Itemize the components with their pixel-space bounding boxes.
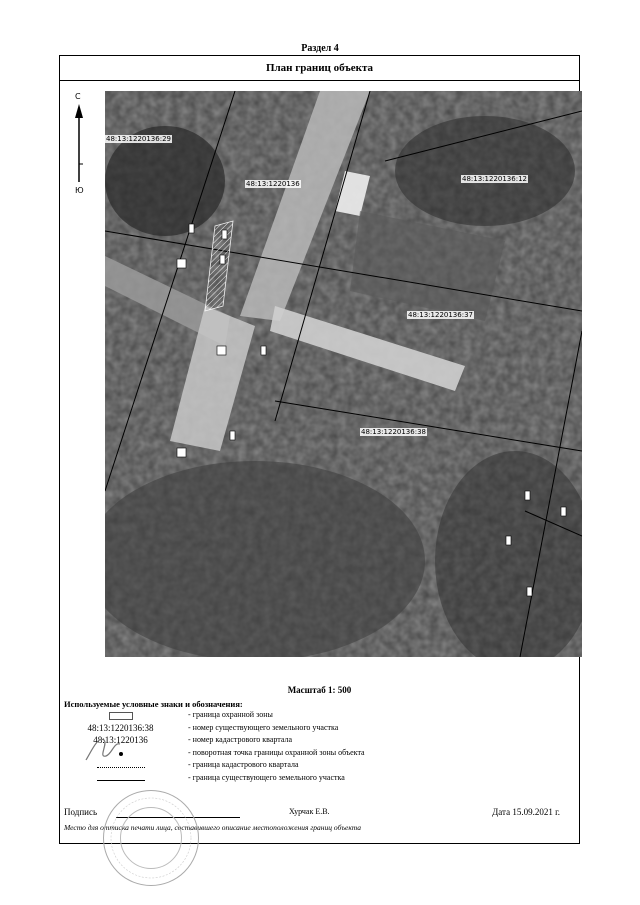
north-arrow-icon — [73, 92, 89, 202]
legend-item — [64, 710, 464, 723]
solid-line-icon — [97, 780, 145, 781]
compass-north-label: С — [75, 92, 81, 101]
stamp-note: Место для оттиска печати лица, составившего описание местоположения границ объекта — [64, 823, 362, 832]
official-stamp-icon — [103, 790, 199, 886]
legend-title: Используемые условные знаки и обозначения: — [64, 699, 243, 709]
signature-label: Подпись — [64, 807, 98, 817]
section-title: Раздел 4 — [301, 43, 339, 54]
legend-desc: - граница кадастрового квартала — [188, 760, 299, 769]
legend-item — [64, 760, 464, 773]
legend-symbol: 48:13:1220136:38 — [87, 722, 154, 733]
satellite-map — [105, 91, 582, 657]
legend-item — [64, 748, 464, 761]
signer-name: Хурчак Е.В. — [289, 807, 330, 816]
legend-item — [64, 735, 464, 748]
parcel-label: 48:13:1220136:37 — [408, 311, 473, 319]
signature-date: Дата 15.09.2021 г. — [492, 807, 560, 817]
document-frame — [59, 55, 580, 844]
legend-desc: - граница охранной зоны — [188, 710, 273, 719]
legend-desc: - граница существующего земельного участка — [188, 772, 345, 782]
plan-title: План границ объекта — [60, 56, 579, 81]
dotted-line-icon — [97, 767, 145, 768]
quarter-label: 48:13:1220136 — [246, 180, 300, 188]
legend-desc: - номер существующего земельного участка — [188, 722, 339, 732]
legend-item — [64, 723, 464, 736]
legend — [64, 710, 464, 785]
legend-desc: - номер кадастрового квартала — [188, 735, 293, 744]
parcel-label: 48:13:1220136:29 — [106, 135, 171, 143]
scale-label: Масштаб 1: 500 — [287, 685, 352, 695]
legend-desc: - поворотная точка границы охранной зоны объекта — [188, 747, 365, 757]
legend-symbol: 48:13:1220136 — [93, 735, 148, 745]
parcel-label: 48:13:1220136:38 — [361, 428, 426, 436]
handwritten-signature-icon — [84, 730, 124, 766]
legend-item — [64, 773, 464, 786]
hatched-rectangle-icon — [109, 712, 133, 720]
parcel-label: 48:13:1220136:12 — [462, 175, 527, 183]
compass-south-label: Ю — [75, 186, 84, 195]
